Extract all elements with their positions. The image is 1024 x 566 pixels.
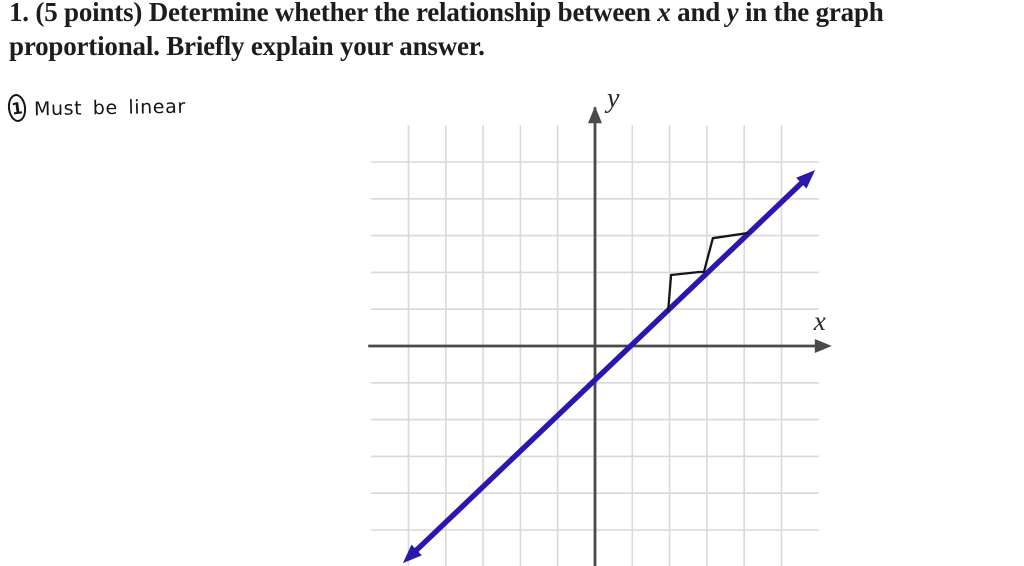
coordinate-graph [350, 90, 850, 566]
circled-number-icon: 1 [6, 93, 27, 123]
y-axis-label: y [607, 90, 620, 115]
plotted-line [403, 170, 815, 563]
variable-y: y [726, 0, 739, 27]
x-axis-arrow-icon [815, 339, 832, 353]
y-axis-arrow-icon [588, 106, 602, 123]
question-line-2: proportional. Briefly explain your answer. [9, 31, 485, 61]
question-line-1-pre: 1. (5 points) Determine whether the relationship between [9, 0, 658, 27]
note-text: Must be linear [33, 95, 186, 121]
x-axis [368, 339, 832, 353]
x-axis-label: x [813, 306, 826, 336]
question-line-1 [9, 0, 1024, 29]
y-axis [588, 106, 602, 566]
variable-x: x [657, 0, 671, 27]
question-line-1-post: in the graph [738, 0, 884, 27]
handwritten-note [8, 94, 186, 122]
question-line-1-mid: and [670, 0, 727, 27]
question-text [9, 0, 1024, 63]
